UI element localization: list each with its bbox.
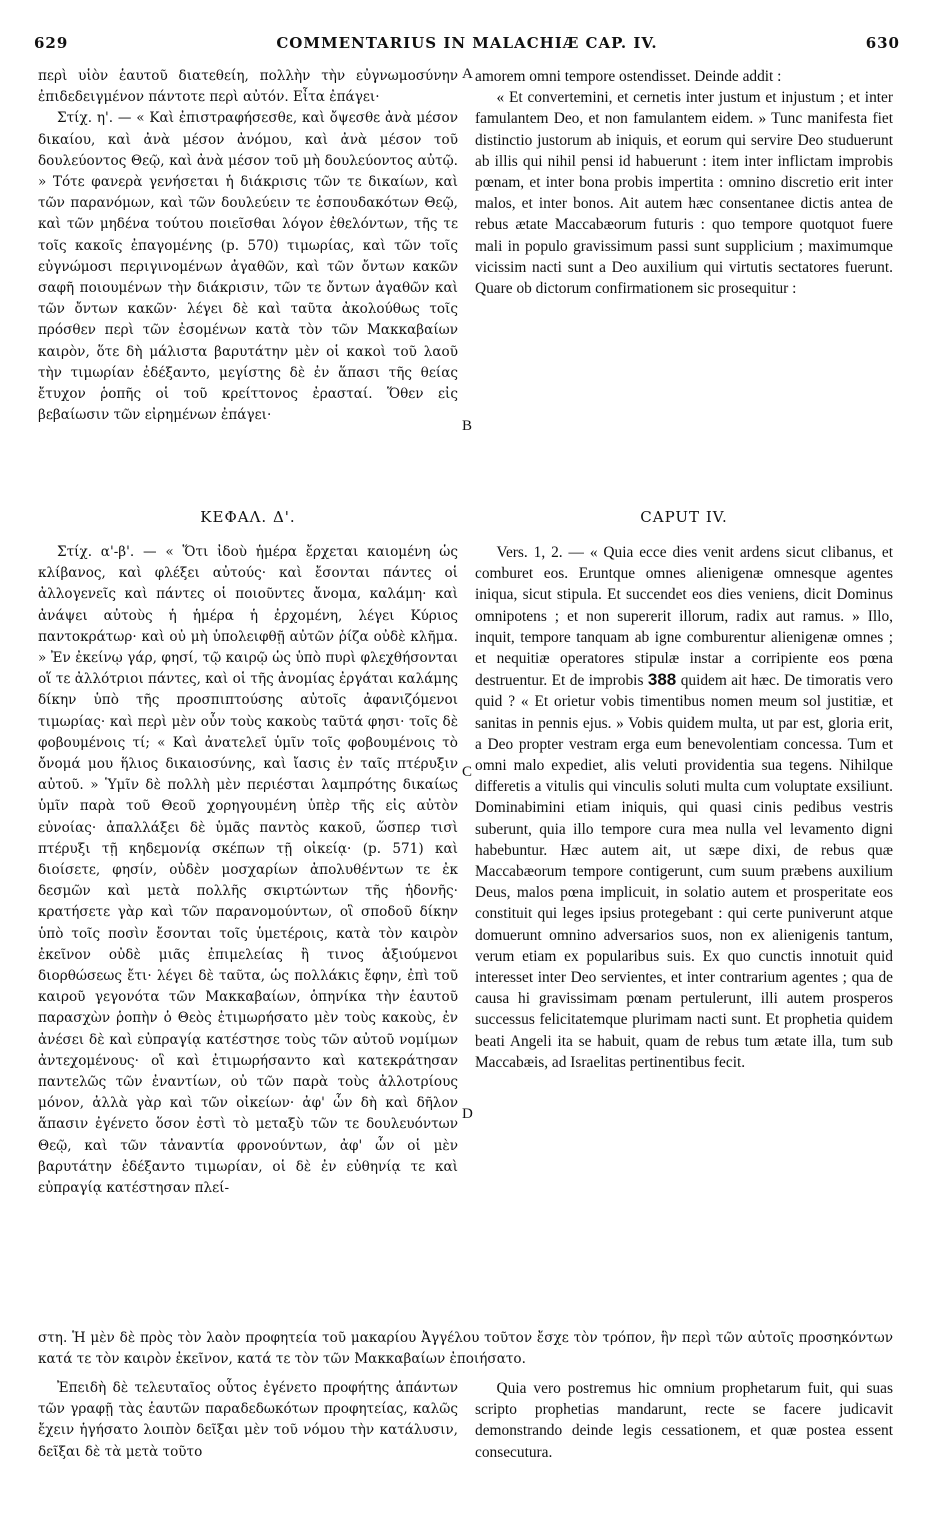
margin-marker-c: C <box>462 764 473 780</box>
greek-fullwidth-text: στη. Ἡ μὲν δὲ πρὸς τὸν λαὸν προφητεία τοῦ μακαρίου Ἀγγέλου τοῦτον ἔσχε τὸν τρόπον, ἣν περὶ τῶν αὐτοῖς προσηκόντων κατά τε τὸν καιρὸν ἐκεῖνον, κατά τε τὸν τῶν Μακκαβαίων ἐποιήσατο. <box>38 1330 893 1367</box>
margin-marker-b: B <box>462 418 473 434</box>
greek-paragraph: Στίχ. η'. — « Καὶ ἐπιστραφήσεσθε, καὶ ὄψεσθε ἀνὰ μέσον δικαίου, καὶ ἀνὰ μέσον ἀνόμου, καὶ ἀνὰ μέσον τοῦ δουλεύοντος Θεῷ, καὶ ἀνὰ μέσον τοῦ μὴ δουλεύοντος αὐτῷ. » Τότε φανερὰ γενήσεται ἡ διάκρισις τῶν τε δικαίων, καὶ τῶν παρανόμων, καὶ τῶν δουλεύειν τε ἐσπουδακότων Θεῷ, καὶ τῶν μηδένα τούτου ποιεῖσθαι λόγον ἐθελόντων, τῆς τε τοῖς κακοῖς ἐπαγομένης (p. 570) τιμωρίας, καὶ τῶν τοῖς εὐγνώμοσι περιγινομένων ἀγαθῶν, καὶ τῶν ὄντων κακῶν σαφῆ ποιουμένων τὴν διάκρισιν, τῶν τε ὄντων ἀγαθῶν καὶ τῶν ὄντων κακῶν· λέγει δὲ καὶ ταῦτα ἀκολούθως τοῖς πρόσθεν περὶ τῶν ἐσομένων κατὰ τὸν τῶν Μακκαβαίων καιρὸν, ὅτε δὴ μάλιστα βαρυτάτην μὲν οἱ κακοὶ τοῦ λαοῦ τὴν τιμωρίαν ἐδέξαντο, μεγίστης δὲ ἐν ἅπασι τῆς θείας ἔτυχον ῥοπῆς οἱ τοῦ κρείττονος ἐρασταί. Ὅθεν εἰς βεβαίωσιν τῶν εἰρημένων ἐπάγει· <box>38 110 458 424</box>
greek-chapter-heading: ΚΕΦΑΛ. Δ'. <box>200 508 296 526</box>
greek-column-main <box>38 542 458 1322</box>
greek-column-bottom <box>38 1378 458 1488</box>
margin-marker-d: D <box>462 1106 473 1122</box>
latin-paragraph: « Et convertemini, et cernetis inter justum et injustum ; et inter famulantem Deo, et non famulantem eidem. » Tunc manifesta fiet distinctio justorum ab iniquis, et eorum qui servire Deo studuerunt ab illis qui nihil pensi id habuerunt : item inter inflictam improbis pœnam, et inter bona probis impertita : omnino discretio erit inter malos, et inter bonos. Ait autem hæc consentanee dictis antea de rebus ætate Maccabæorum futuris : quo tempore quotquot fuere mali in populo gravissimum passi sunt supplicium ; maximumque vicissim nacti sunt a Deo auxilium qui virtutis sectatores fuerunt. Quare ob dictorum confirmationem sic prosequitur : <box>475 89 893 298</box>
greek-column-top <box>38 66 458 486</box>
running-header <box>34 34 900 56</box>
latin-column-main <box>475 542 893 1322</box>
latin-chapter-heading: CAPUT IV. <box>640 508 728 526</box>
latin-column-bottom <box>475 1378 893 1488</box>
greek-paragraph: περὶ υἱὸν ἑαυτοῦ διατεθείη, πολλὴν τὴν εὐγνωμοσύνην ἐπιδεδειγμένον πάντοτε περὶ αὐτόν. Εἶτα ἐπάγει· <box>38 68 458 106</box>
greek-paragraph: Ἐπειδὴ δὲ τελευταῖος οὗτος ἐγένετο προφήτης ἁπάντων τῶν γραφῇ τὰς ἑαυτῶν παραδεδωκότων προφητείας, καλῶς ἔχειν ἡγήσατο λοιπὸν δεῖξαι μὲν τοῦ νόμου τὴν κατάλυσιν, δεῖξαι δὲ τὰ μετὰ τοῦτο <box>38 1380 458 1460</box>
latin-column-top <box>475 66 893 446</box>
margin-marker-a: A <box>462 66 473 82</box>
greek-paragraph: Στίχ. α'-β'. — « Ὅτι ἰδοὺ ἡμέρα ἔρχεται καιομένη ὡς κλίβανος, καὶ φλέξει αὐτούς· καὶ ἔσονται πάντες οἱ ἀλλογενεῖς καὶ πάντες οἱ ποιοῦντες ἄνομα, καλάμη· καὶ ἀνάψει αὐτοὺς ἡ ἡμέρα ἡ ἐρχομένη, λέγει Κύριος παντοκράτωρ· καὶ οὐ μὴ ὑπολειφθῇ αὐτῶν ῥίζα οὐδὲ κλῆμα. » Ἐν ἐκείνῳ γάρ, φησί, τῷ καιρῷ ὡς ὑπὸ πυρὶ φλεχθήσονται οἵ τε ἀλλότριοι πάντες, καὶ οἱ τῆς ἀνομίας ἐργάται καλάμης δίκην ὑπὸ τῆς προσπιπτούσης αὐτοῖς ἀφανιζόμενοι τιμωρίας· καὶ περὶ μὲν οὖν τοὺς κακοὺς ταῦτά φησι· τοῖς δὲ φοβουμένοις τί; « Καὶ ἀνατελεῖ ὑμῖν τοῖς φοβουμένοις τὸ ὄνομά μου ἥλιος δικαιοσύνης, καὶ ἴασις ἐν ταῖς πτέρυξιν αὐτοῦ. » Ὑμῖν δὲ πολλὴ μὲν περιέσται λαμπρότης δικαίως ὑμῖν παρὰ τοῦ Θεοῦ χορηγουμένη ὑπὲρ τῆς εἰς αὐτὸν εὐνοίας· ἀπαλλάξει δὲ ὑμᾶς παντὸς κακοῦ, ὥσπερ τισὶ πτέρυξι τῇ κηδεμονίᾳ σκέπων τῇ οἰκείᾳ· (p. 571) καὶ διοίσετε, φησίν, οὐδὲν μοσχαρίων ἀπολυθέντων τε ἐκ δεσμῶν καὶ μετὰ πολλῆς σκιρτώντων τῆς ἡδονῆς· κρατήσετε γὰρ καὶ τῶν παρανομούντων, οἳ σποδοῦ δίκην ὑπὸ τοῖς ποσὶν ἔσονται τοῖς ὑμετέροις, κατὰ τὸν καιρὸν ἐκεῖνον οὐδὲ μιᾶς ἐπιμελείας ἢ τινος ἀξιούμενοι διορθώσεως ἔτι· λέγει δὲ ταῦτα, ὡς πολλάκις ἔφην, ἐπὶ τοῦ καιροῦ γεγονότα τῶν Μακκαβαίων, ὁπηνίκα τὴν ἑαυτοῦ παρασχὼν ῥοπὴν ὁ Θεὸς ἐτιμωρήσατο μὲν τοὺς κακοὺς, ἐν ἀνέσει δὲ καὶ εὐπραγίᾳ κατέστησε τοὺς τῶν αὐτοῦ νομίμων ἀντεχομένους· οἳ καὶ ἐτιμωρήσαντο καὶ κατεκράτησαν παντελῶς τῶν ἐναντίων, οὐ τῶν παρὰ τοὺς ἀλλοτρίους μόνον, ἀλλὰ γὰρ καὶ τῶν οἰκείων· ἀφ' ὧν δὴ καὶ δῆλον ἅπασιν ἐγένετο ὅσον ἐστὶ τὸ μεταξὺ τῶν τε δουλευόντων Θεῷ, καὶ τῶν τἀναντία φρονούντων, ἀφ' ὧν οἱ μὲν βαρυτάτην ἐδέξαντο τιμωρίαν, οἱ δὲ ἐν εὐθηνίᾳ τε καὶ εὐπραγίᾳ κατέστησαν πλεί- <box>38 544 458 1197</box>
latin-paragraph: Quia vero postremus hic omnium prophetarum fuit, qui suas scripto prophetias mandarunt, recte se facere judicavit demonstrando deinde legis cessationem, et quæ postea essent consecutura. <box>475 1380 893 1461</box>
latin-paragraph: amorem omni tempore ostendisset. Deinde addit : <box>475 68 782 85</box>
latin-text: Vers. 1, 2. — « Quia ecce dies venit ardens sicut clibanus, et comburet eos. Eruntque omnes alienigenæ omnesque agentes iniqua, sicut stipula. Et succendet eos dies veniens, dicit Dominus omnipotens ; et non supererit illorum, radix aut ramus. » Illo, inquit, tempore tanquam ab igne comburentur alienigenæ omnes ; et nequitiæ operatores stipulæ instar a corripiente eos pœna destruentur. Et de improbis <box>475 544 893 690</box>
edition-page-number: 388 <box>647 670 677 690</box>
latin-text: quidem ait hæc. De timoratis vero quid ? « Et orietur vobis timentibus nomen meum sol justitiæ, et sanitas in pennis ejus. » Vobis quidem multa, ut par est, gloria erit, a Deo propter vestram erga eum benevolentiam concessa. Tum et omni malo expediet, alis veluti providentia sua tegens. Nihilque differetis a vitulis qui vinculis soluti multa cum voluptate exsiliunt. Dominabimini etiam iniquis, qui quasi cinis pedibus vestris suberunt, quia illo tempore cura mea nulla vel levamento digni habebuntur. Hæc autem ait, ut sæpe dixi, de rebus quæ Maccabæorum tempore contigerunt, cum suum præbens auxilium Deus, malos pœna implicuit, in solatio autem et prosperitate eos constituit qui leges ipsius protegebant : qui certe puniverunt atque domuerunt omnino adversarios suos, non ex alienigenis tantum, verum etiam ex popularibus suis. Ex quo cunctis innotuit quid interesset inter Deo servientes, et inter contrarium agentes ; qua de causa hi gravissimam pœnam pertulerunt, illi autem prosperos successus felicitatemque plurimam nacti sunt. Et prophetia quidem beati Angeli ita se habuit, quam de rebus tum ætate illa, tum sub Maccabæis, ad Israelitas pertinentibus fecit. <box>475 672 893 1071</box>
running-title: COMMENTARIUS IN MALACHIÆ CAP. IV. <box>276 34 658 52</box>
page-number-right: 630 <box>865 34 900 52</box>
latin-paragraph <box>475 542 893 1073</box>
page-number-left: 629 <box>34 34 69 52</box>
